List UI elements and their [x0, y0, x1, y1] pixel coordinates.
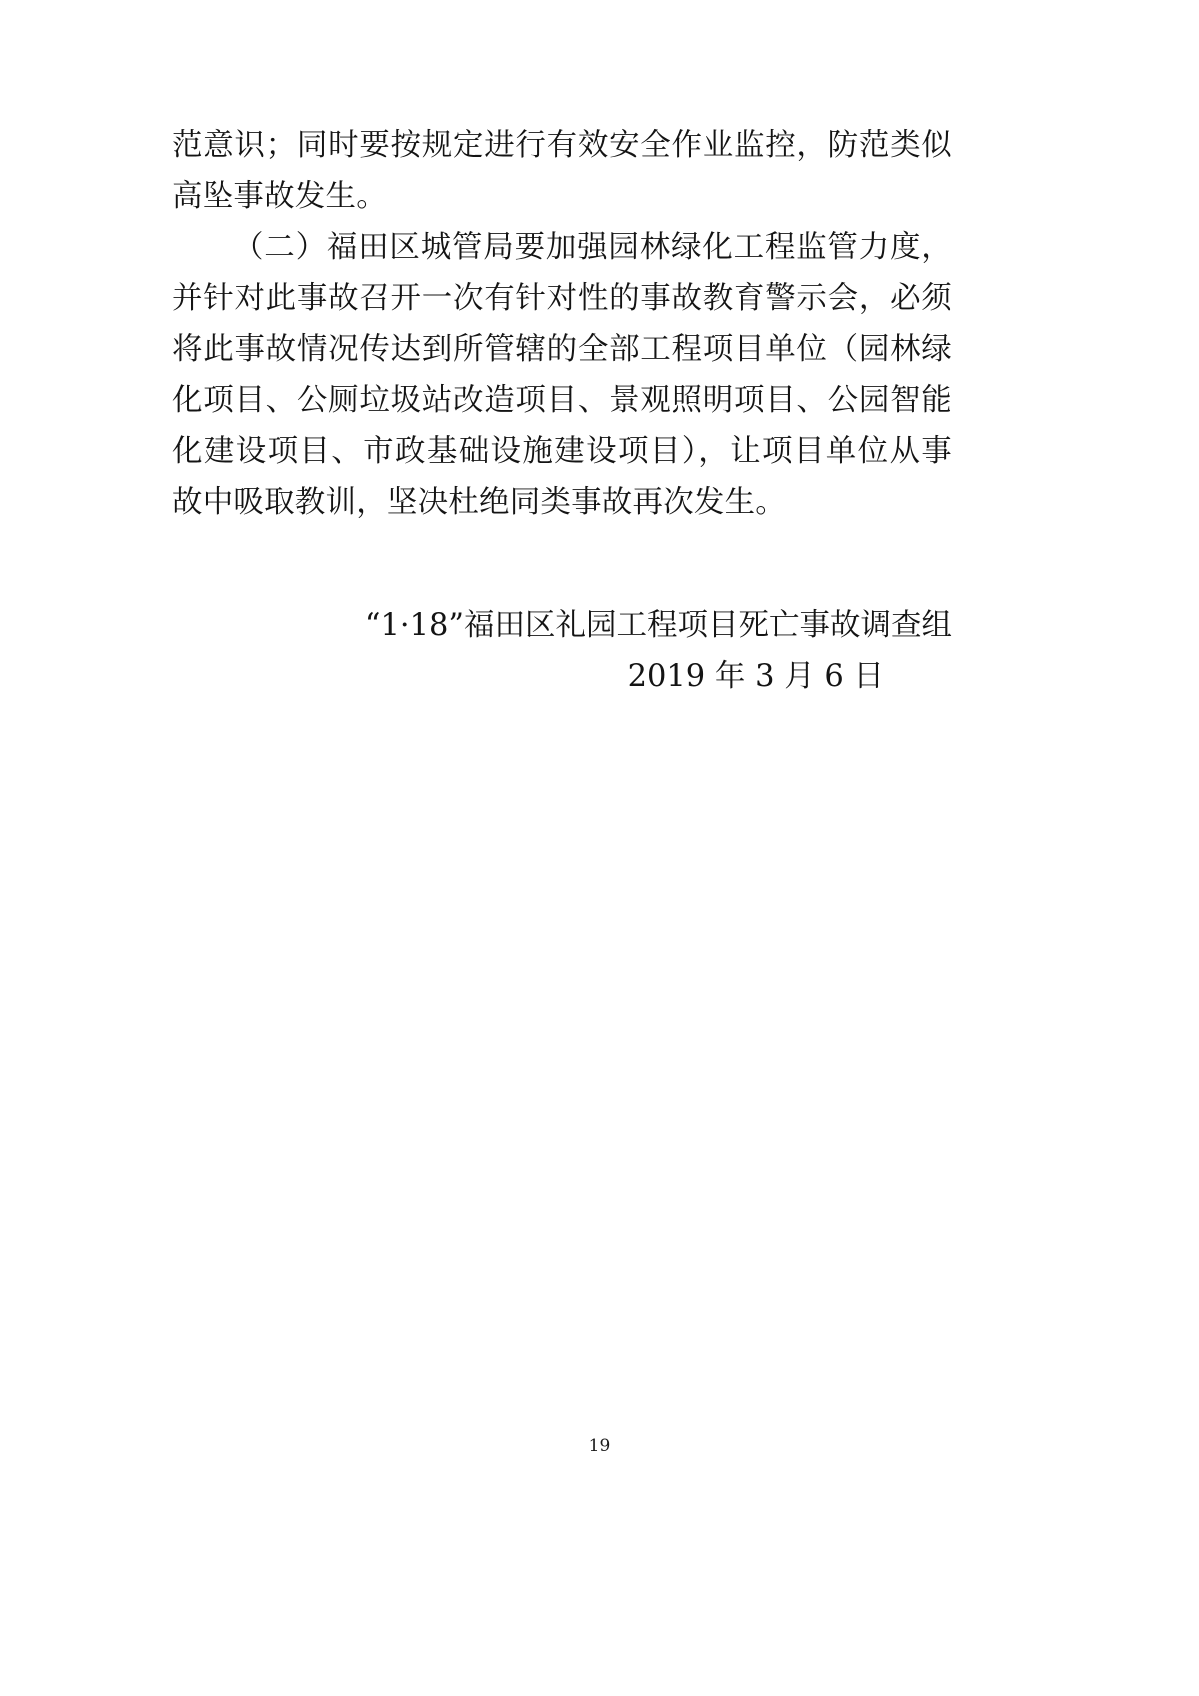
document-body	[172, 120, 952, 528]
signature-organization: “1·18”福田区礼园工程项目死亡事故调查组	[364, 608, 952, 643]
paragraph-continuation: 范意识；同时要按规定进行有效安全作业监控，防范类似高坠事故发生。	[172, 128, 952, 214]
paragraph-item-two: （二）福田区城管局要加强园林绿化工程监管力度，并针对此事故召开一次有针对性的事故教育警示会，必须将此事故情况传达到所管辖的全部工程项目单位（园林绿化项目、公厕垃圾站改造项目、景观照明项目、公园智能化建设项目、市政基础设施建设项目），让项目单位从事故中吸取教训，坚决杜绝同类事故再次发生。	[172, 230, 952, 520]
signature-date: 2019 年 3 月 6 日	[627, 659, 884, 694]
page-number: 19	[588, 1436, 611, 1456]
signature-block	[172, 600, 952, 702]
